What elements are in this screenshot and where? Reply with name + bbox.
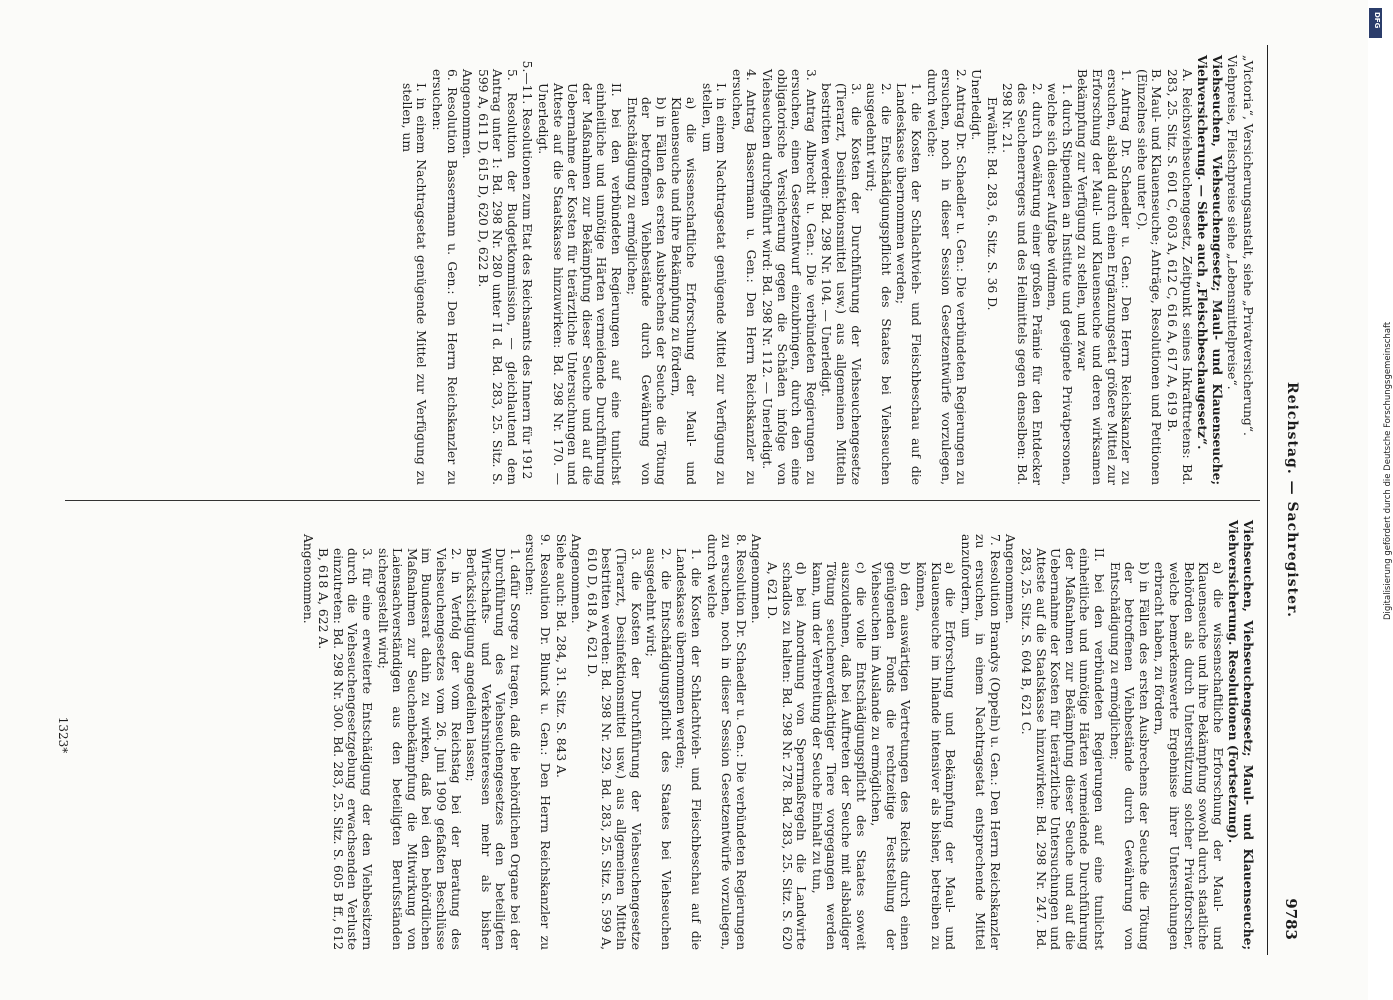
index-entry: Viehseuchen, Viehseuchengesetz; Maul- und Klauenseuche; Viehversicherung. — Siehe auch „Fleischbeschaugesetz“. bbox=[1195, 55, 1225, 485]
index-entry: I. in einem Nachtragsetat genügende Mittel zur Verfügung zu stellen, um bbox=[399, 83, 429, 485]
index-entry: „Victoria“, Versicherungsanstalt, siehe „Privatversicherung“. bbox=[1241, 55, 1255, 436]
index-entry: 2. die Entschädigungspflicht des Staates bei Viehseuchen ausgedehnt wird; bbox=[644, 548, 673, 950]
header-rule bbox=[1267, 45, 1268, 955]
index-entry: 2. durch Gewährung einer großen Prämie für den Entdecker des Seuchenerregers und des Heilmittels gegen denselben: Bd. 298 Nr. 21. bbox=[1000, 83, 1044, 485]
index-entry: B. Maul- und Klauenseuche; Anträge, Resolutionen und Petitionen (Einzelnes siehe unter C). bbox=[1134, 69, 1164, 485]
index-entry: 2. in Verfolg der vom Reichstag bei der Beratung des Viehseuchengesetzes vom 26. Juni 1909 gefaßten Beschlüsse im Bundesrat dahin zu wirken, daß bei den behördlichen Maßnahmen zur Seuchenbekämpfung die Mitwirkung von Laiensachverständigen aus den beteiligten Berufsständen sichergestellt wird; bbox=[375, 548, 463, 950]
margin-strip bbox=[1368, 0, 1393, 1000]
index-entry: b) den auswärtigen Vertretungen des Reichs durch einen genügenden Fonds die rechtzeitige Feststellung der Viehseuchen im Auslande zu ermöglichen, bbox=[869, 562, 913, 950]
index-entry: Angenommen. bbox=[1003, 534, 1018, 624]
index-entry: a) die wissenschaftliche Erforschung der Maul- und Klauenseuche und ihre Bekämpfung sowohl durch staatliche Behörden als durch Unterstützung solcher Privatforscher, welche bemerkenswerte Ergebnisse ihrer Untersuchungen erbracht haben, zu fördern, bbox=[1152, 562, 1225, 950]
index-entry: b) in Fällen des ersten Ausbrechens der Seuche die Tötung der betroffenen Viehbestände durch Gewährung von Entschädigung zu ermöglichen; bbox=[624, 97, 668, 485]
index-entry: 7. Resolution Brandys (Oppeln) u. Gen.: Den Herrn Reichskanzler zu ersuchen, in einem Nachtragsetat entsprechende Mittel anzufordern, um bbox=[958, 534, 1002, 950]
index-entry: 1. die Kosten der Schlachtvieh- und Fleischbeschau auf die Landeskasse übernommen werden; bbox=[674, 548, 704, 950]
index-entry: 6. Resolution Bassermann u. Gen.: Den Herrn Reichskanzler zu ersuchen: bbox=[429, 69, 459, 485]
index-entry: a) die wissenschaftliche Erforschung der Maul- und Klauenseuche und ihre Bekämpfung zu fördern, bbox=[669, 97, 699, 485]
index-entry: 9. Resolution Dr. Blunck u. Gen.: Den Herrn Reichskanzler zu ersuchen: bbox=[523, 534, 553, 950]
index-entry: 5. Resolution der Budgetkommission, — gleichlautend dem Antrag unter 1: Bd. 298 Nr. 280 unter II d. Bd. 283, 25. Sitz. S. 599 A, 611 D, 615 D, 620 D, 622 B. bbox=[475, 69, 519, 485]
header-title: Reichstag. — Sachregister. bbox=[1284, 382, 1300, 618]
index-entry: 5.—11. Resolutionen zum Etat des Reichsamts des Innern für 1912 bbox=[520, 60, 535, 480]
dfg-logo-text: DFG bbox=[1373, 12, 1381, 29]
margin-note: Digitalisierung gefördert durch die Deutsche Forschungsgemeinschaft bbox=[1383, 321, 1393, 620]
index-entry: Angenommen. bbox=[569, 534, 584, 624]
index-entry: Siehe auch: Bd. 284, 31. Sitz. S. 843 A. bbox=[553, 534, 568, 778]
index-entry: Viehpreise, Fleischpreise siehe „Lebensmittelpreise“. bbox=[1225, 55, 1240, 390]
index-entry: II. bei den verbündeten Regierungen auf eine tunlichst einheitliche und unnötige Härten vermeidende Durchführung der Maßnahmen zur Bekämpfung dieser Seuche und auf die Uebernahme der Kosten für tierärztliche Untersuchungen und Atteste auf die Staatskasse hinzuwirken: Bd. 298 Nr. 247. Bd. 283, 25. Sitz. S. 604 B, 621 C. bbox=[1019, 548, 1107, 950]
index-entry: 1. dafür Sorge zu tragen, daß die behördlichen Organe bei der Durchführung des Viehseuchengesetzes den beteiligten Wirtschafts- und Verkehrsinteressen mehr als bisher Berücksichtigung angedeihen lassen; bbox=[464, 548, 522, 950]
dfg-logo bbox=[1369, 8, 1382, 38]
index-entry: II. bei den verbündeten Regierungen auf eine tunlichst einheitliche und unnötige Härten vermeidende Durchführung der Maßnahmen zur Bekämpfung dieser Seuche und auf die Uebernahme der Kosten für tierärztliche Untersuchungen und Atteste auf die Staatskasse hinzuwirken: Bd. 298 Nr. 170. — Unerledigt. bbox=[536, 83, 624, 485]
column-divider bbox=[65, 500, 1260, 501]
index-entry: Angenommen. bbox=[300, 534, 315, 624]
page-header bbox=[1270, 0, 1300, 1000]
page-number: 9783 bbox=[1282, 898, 1300, 940]
index-entry: a) die Erforschung und Bekämpfung der Maul- und Klauenseuche im Inlande intensiver als bisher, betreiben zu können, bbox=[913, 562, 958, 950]
index-entry: 3. für eine erweiterte Entschädigung der den Viehbesitzern durch die Viehseuchengesetzgebung erwachsenden Verluste einzutreten: Bd. 298 Nr. 300. Bd. 283, 25. Sitz. S. 605 B ff., 612 B, 618 A, 622 A. bbox=[316, 548, 374, 950]
right-column bbox=[299, 520, 1255, 950]
index-entry: Erwähnt: Bd. 283, 6. Sitz. S. 36 D. bbox=[984, 97, 999, 311]
index-entry: 1. die Kosten der Schlachtvieh- und Fleischbeschau auf die Landeskasse übernommen werden; bbox=[894, 83, 923, 485]
index-entry: A. Reichsviehseuchengesetz, Zeitpunkt seines Inkrafttretens: Bd. 283, 25. Sitz. S. 601 C, 603 A, 612 C, 616 A, 617 A, 619 B. bbox=[1165, 69, 1194, 485]
index-entry: Angenommen. bbox=[749, 534, 764, 624]
index-entry: 1. Antrag Dr. Schaedler u. Gen.: Den Herrn Reichskanzler zu ersuchen, alsbald durch einen Ergänzungsetat größere Mittel zur Erforschung der Maul- und Klauenseuche und deren wirksamen Bekämpfung zur Verfügung zu stellen, und zwar bbox=[1075, 69, 1134, 485]
page-footer: 1323* bbox=[56, 716, 70, 754]
index-entry: 2. Antrag Dr. Schaedler u. Gen.: Die verbündeten Regierungen zu ersuchen, noch in dieser Session Gesetzentwürfe vorzulegen, durch welche: bbox=[924, 69, 968, 485]
index-entry: 3. die Kosten der Durchführung der Viehseuchengesetze (Tierarzt, Desinfektionsmittel usw.) aus allgemeinen Mitteln bestritten werden: Bd. 298 Nr. 229. Bd. 283, 25. Sitz. S. 599 A, 610 D, 618 A, 621 D. bbox=[584, 548, 643, 950]
left-column bbox=[398, 55, 1255, 485]
index-entry: 3. Antrag Albrecht u. Gen.: Die verbündeten Regierungen zu ersuchen, einen Gesetzentwurf einzubringen, durch den eine obligatorische Versicherung gegen die Schäden infolge von Viehseuchen durchgeführt wird: Bd. 298 Nr. 112. — Unerledigt. bbox=[760, 69, 818, 485]
index-entry: Viehseuchen, Viehseuchengesetz; Maul- und Klauenseuche; Viehversicherung. Resolutionen (Fortsetzung). bbox=[1226, 520, 1256, 950]
index-entry: d) bei Anordnung von Sperrmaßregeln die Landwirte schadlos zu halten: Bd. 298 Nr. 278. Bd. 283, 25. Sitz. S. 620 A, 621 D. bbox=[765, 562, 809, 950]
index-entry: Angenommen. bbox=[460, 69, 475, 159]
index-entry: I. in einem Nachtragsetat genügende Mittel zur Verfügung zu stellen, um bbox=[699, 83, 729, 485]
index-entry: c) die volle Entschädigungspflicht des Staates soweit auszudehnen, daß bei Auftreten der Seuche mit alsbaldiger Tötung seuchenverdächtiger Tiere vorgegangen werden kann, um der Verbreitung der Seuche Einhalt zu tun, bbox=[809, 562, 868, 950]
index-entry: 4. Antrag Bassermann u. Gen.: Den Herrn Reichskanzler zu ersuchen, bbox=[729, 69, 759, 485]
index-entry: 8. Resolution Dr. Schaedler u. Gen.: Die verbündeten Regierungen zu ersuchen, noch in dieser Session Gesetzentwürfe vorzulegen, durch welche bbox=[704, 534, 748, 950]
index-entry: 1. durch Stipendien an Institute und geeignete Privatpersonen, welche sich dieser Aufgabe widmen, bbox=[1045, 83, 1074, 485]
index-entry: b) in Fällen des ersten Ausbrechens der Seuche die Tötung der betroffenen Viehbestände durch Gewährung von Entschädigung zu ermöglichen; bbox=[1107, 562, 1151, 950]
index-entry: 2. die Entschädigungspflicht des Staates bei Viehseuchen ausgedehnt wird; bbox=[864, 83, 893, 485]
index-entry: 3. die Kosten der Durchführung der Viehseuchengesetze (Tierarzt, Desinfektionsmittel usw.) aus allgemeinen Mitteln bestritten werden: Bd. 298 Nr. 104. — Unerledigt. bbox=[819, 83, 863, 485]
index-entry: Unerledigt. bbox=[969, 69, 984, 141]
